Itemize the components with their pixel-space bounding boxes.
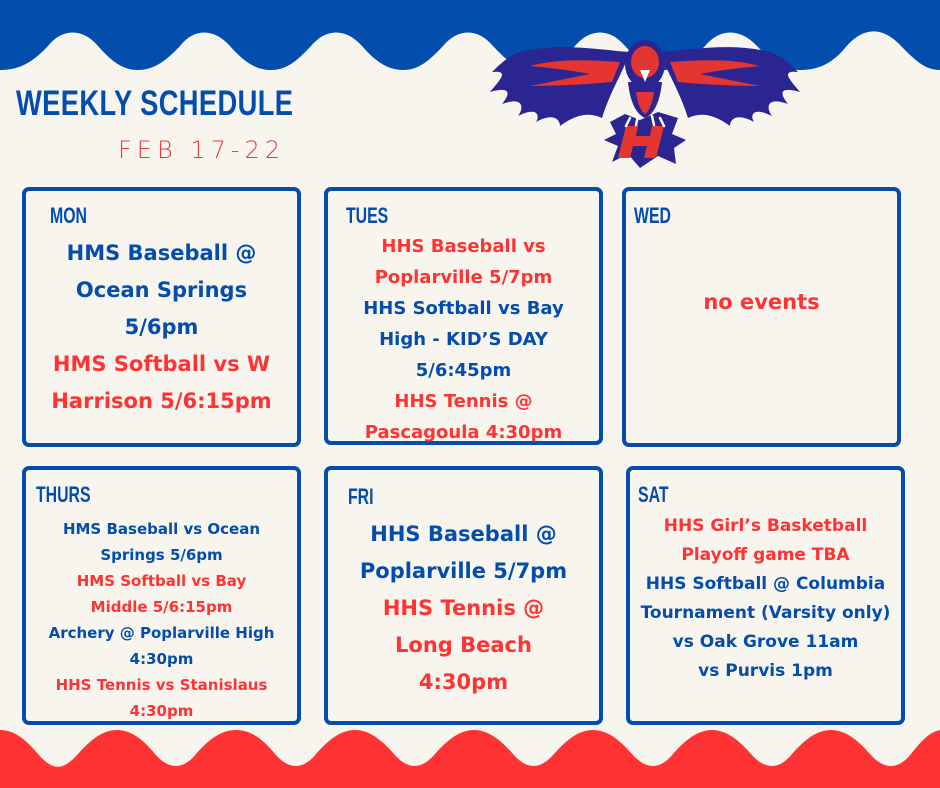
day-card-mon — [22, 187, 301, 447]
event-item: HMS Softball vs W Harrison 5/6:15pm — [51, 352, 272, 413]
event-list — [330, 231, 597, 448]
day-label: THURS — [36, 482, 91, 507]
event-item: HHS Tennis @ Long Beach 4:30pm — [382, 596, 545, 694]
bottom-wave-decoration — [0, 728, 940, 788]
event-item: HHS Softball @ Columbia Tournament (Varsity only) — [640, 574, 891, 623]
event-item: HHS Tennis vs Stanislaus 4:30pm — [55, 676, 268, 720]
event-item: HMS Baseball vs Ocean Springs 5/6pm — [62, 520, 261, 564]
event-list — [628, 287, 895, 317]
day-card-thurs — [22, 466, 301, 725]
day-card-tues — [324, 187, 603, 445]
day-label: MON — [50, 203, 87, 228]
day-card-wed — [622, 187, 901, 447]
event-list — [28, 516, 295, 724]
event-item: HHS Baseball @ Poplarville 5/7pm — [359, 522, 568, 583]
event-item: HHS Softball vs Bay High - KID’S DAY 5/6:45pm — [363, 298, 564, 381]
event-item: vs Oak Grove 11am — [672, 632, 859, 652]
day-card-fri — [324, 466, 603, 725]
event-item: HHS Girl’s Basketball Playoff game TBA — [663, 516, 868, 565]
page-title: WEEKLY SCHEDULE — [16, 84, 294, 123]
event-item: vs Purvis 1pm — [698, 661, 833, 681]
no-events-text: no events — [703, 290, 820, 314]
event-list — [632, 512, 899, 686]
event-item: HMS Baseball @ Ocean Springs 5/6pm — [66, 241, 257, 339]
event-list — [330, 516, 597, 701]
day-label: TUES — [346, 203, 389, 228]
date-range: FEB 17-22 — [118, 136, 286, 164]
event-list — [28, 235, 295, 420]
hawk-mascot-logo-icon — [490, 22, 800, 172]
day-label: FRI — [348, 484, 374, 509]
event-item: Archery @ Poplarville High 4:30pm — [48, 624, 275, 668]
day-card-sat — [626, 466, 905, 725]
day-label: SAT — [638, 482, 669, 507]
event-item: HHS Baseball vs Poplarville 5/7pm — [374, 236, 553, 288]
event-item: HHS Tennis @ Pascagoula 4:30pm — [364, 391, 563, 443]
day-label: WED — [634, 203, 671, 228]
event-item: HMS Softball vs Bay Middle 5/6:15pm — [76, 572, 247, 616]
